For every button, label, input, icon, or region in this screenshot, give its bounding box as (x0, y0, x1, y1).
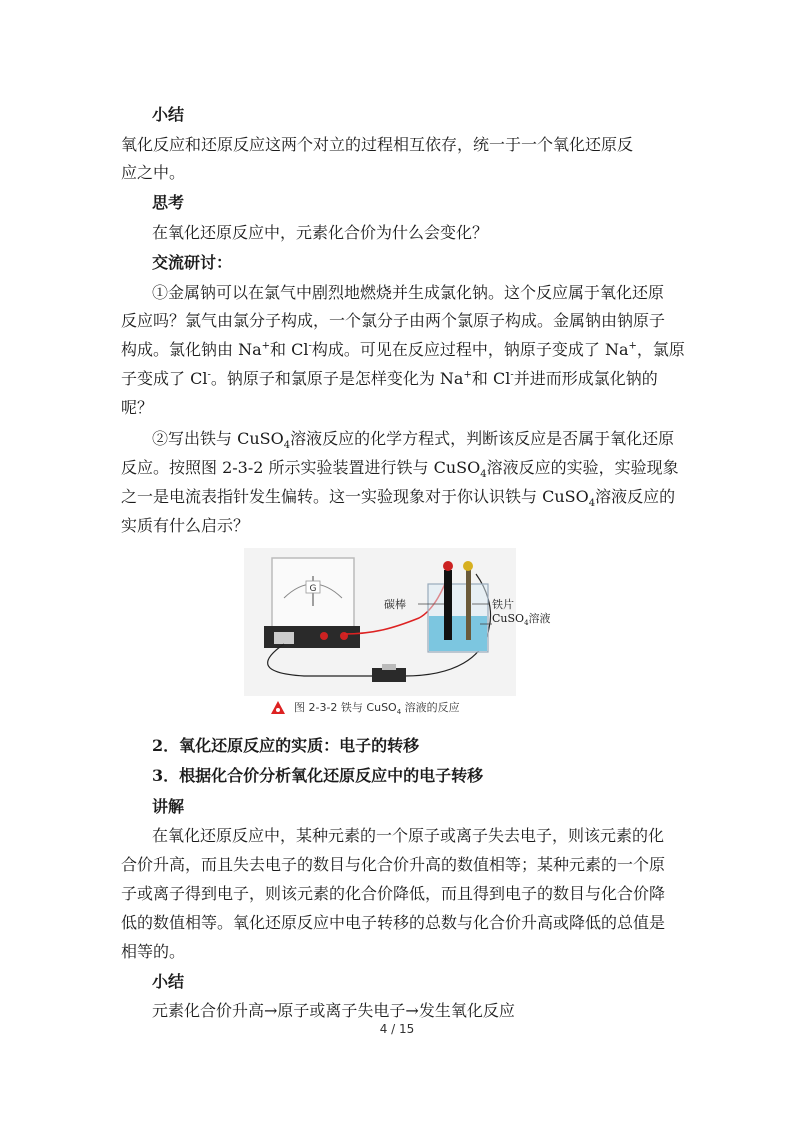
explain-line-1: 在氧化还原反应中，某种元素的一个原子或离子失去电子，则该元素的化 (152, 826, 665, 845)
summary-2-heading: 小结 (152, 972, 185, 991)
discussion-p1-line-4: 子变成了 Cl-。钠原子和氯原子是怎样变化为 Na+和 Cl-并进而形成氯化钠的 (121, 369, 658, 388)
discussion-p1-line-3: 构成。氯化钠由 Na+和 Cl-构成。可见在反应过程中，钠原子变成了 Na+，氯原 (121, 340, 685, 359)
think-question: 在氧化还原反应中，元素化合价为什么会变化？ (152, 223, 489, 242)
think-heading: 思考 (152, 193, 185, 212)
page-number: 4 / 15 (379, 1022, 415, 1036)
label-carbon-rod: 碳棒 (384, 598, 406, 611)
explain-line-3: 子或离子得到电子，则该元素的化合价降低，而且得到电子的数目与化合价降 (121, 884, 666, 903)
summary-text-line-2: 应之中。 (121, 163, 186, 182)
explain-line-2: 合价升高，而且失去电子的数目与化合价升高的数值相等；某种元素的一个原 (121, 855, 666, 874)
section-2-heading: 2．氧化还原反应的实质：电子的转移 (152, 736, 420, 755)
section-3-heading: 3．根据化合价分析氧化还原反应中的电子转移 (152, 766, 484, 785)
figure-caption: 图 2-3-2 铁与 CuSO$_4$ 溶液的反应 (294, 701, 460, 717)
summary-2-line-1: 元素化合价升高→原子或离子失电子→发生氧化反应 (152, 1001, 515, 1020)
iron-plate (466, 570, 471, 640)
discussion-p1-line-5: 呢？ (121, 398, 154, 417)
summary-text-line-1: 氧化反应和还原反应这两个对立的过程相互依存，统一于一个氧化还原反 (121, 135, 634, 154)
explain-line-4: 低的数值相等。氧化还原反应中电子转移的总数与化合价升高或降低的总值是 (121, 913, 666, 932)
discussion-p2-line-2: 反应。按照图 2-3-2 所示实验装置进行铁与 CuSO$_4$溶液反应的实验，实验现象 (121, 458, 679, 481)
discussion-p1-line-2: 反应吗？氯气由氯分子构成，一个氯分子由两个氯原子构成。金属钠由钠原子 (121, 311, 666, 330)
discussion-p2-line-1: ②写出铁与 CuSO$_4$溶液反应的化学方程式，判断该反应是否属于氧化还原 (152, 429, 675, 452)
experiment-figure (244, 548, 551, 720)
label-iron-plate: 铁片 (492, 598, 514, 611)
discussion-p2-line-3: 之一是电流表指针发生偏转。这一实验现象对于你认识铁与 CuSO$_4$溶液反应的 (121, 487, 676, 510)
discussion-p1-line-1: ①金属钠可以在氯气中剧烈地燃烧并生成氯化钠。这个反应属于氧化还原 (152, 283, 665, 302)
explain-heading: 讲解 (152, 797, 185, 816)
explain-line-5: 相等的。 (121, 942, 186, 961)
discussion-p2-line-4: 实质有什么启示？ (121, 516, 250, 535)
discussion-heading: 交流研讨： (152, 253, 233, 272)
experiment-illustration (244, 548, 516, 720)
label-cuso4-solution: CuSO$_4$溶液 (492, 612, 551, 628)
meter-letter: G (309, 584, 317, 594)
summary-heading: 小结 (152, 105, 185, 124)
carbon-rod (444, 570, 452, 640)
